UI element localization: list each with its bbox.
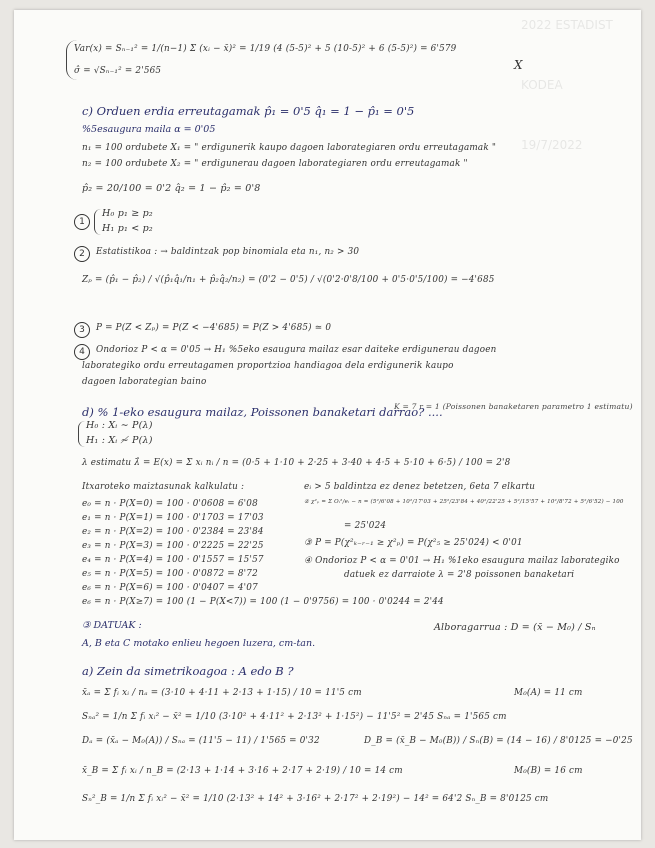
p-value-d: ③ P = P(χ²ₖ₋ᵣ₋₁ ≥ χ²ₚ) = P(χ²₅ ≥ 25'024) < 0'01 <box>304 538 523 548</box>
cross-mark: X <box>514 58 523 72</box>
step-2-mark: 2 <box>74 246 90 262</box>
expected-row: e₄ = n · P(X=4) = 100 · 0'1557 = 15'57 <box>82 555 264 565</box>
conclusion-line-3: dagoen laborategian baino <box>82 377 207 387</box>
zp-formula: Zₚ = (p̂₁ − p̂₂) / √(p̂₁q̂₁/n₁ + p̂₂q̂₂/n₂) = (0'2 − 0'5) / √(0'2·0'8/100 + 0'5·0'5/100) = −4'685 <box>82 275 495 285</box>
variance-a-line: Sₙₐ² = 1/n Σ fᵢ xᵢ² − x̄² = 1/10 (3·10² + 4·11² + 2·13² + 1·15²) − 11'5² = 2'45 Sₙₐ = 1'565 cm <box>82 712 507 722</box>
skew-a-line: Dₐ = (x̄ₐ − M₀(A)) / Sₙₐ = (11'5 − 11) / 1'565 = 0'32 <box>82 736 320 746</box>
variance-b-line: Sₙ²_B = 1/n Σ fᵢ xᵢ² − x̄² = 1/10 (2·13² + 14² + 3·16² + 2·17² + 2·19²) − 14² = 64'2 Sₙ_B = 8'0125 cm <box>82 794 549 804</box>
expected-row: e₀ = n · P(X=0) = 100 · 0'0608 = 6'08 <box>82 499 258 509</box>
lambda-line: λ estimatu λ̂ = E(x) = Σ xᵢ nᵢ / n = (0·5 + 1·10 + 2·25 + 3·40 + 4·5 + 5·10 + 6·5) / 100 = 2'8 <box>82 458 511 468</box>
conclusion-line-1: Ondorioz P < α = 0'05 → H₁ %5eko esaugura mailaz esar daiteke erdigunerau dagoen <box>96 345 497 355</box>
n2-line: n₂ = 100 ordubete X₂ = " erdigunerau dagoen laborategiaren ordu erreutagamak " <box>82 159 468 169</box>
section-c-title: c) Orduen erdia erreutagamak p̂₁ = 0'5 q̂₁ = 1 − p̂₁ = 0'5 <box>82 104 415 118</box>
n1-line: n₁ = 100 ordubete X₁ = " erdigunerik kaupo dagoen laborategiaren ordu erreutagamak " <box>82 143 497 153</box>
p2-line: p̂₂ = 20/100 = 0'2 q̂₂ = 1 − p̂₂ = 0'8 <box>82 183 261 194</box>
mean-a-line: x̄ₐ = Σ fᵢ xᵢ / nₐ = (3·10 + 4·11 + 2·13 + 1·15) / 10 = 11'5 cm <box>82 688 362 698</box>
pvalue-line: P = P(Z < Zₚ) = P(Z < −4'685) = P(Z > 4'685) ≃ 0 <box>96 323 332 333</box>
conclusion-line-2: laborategiko ordu erreutagamen proportzioa handiagoa dela erdigunerik kaupo <box>82 361 454 371</box>
h1-line: H₁ p₁ < p₂ <box>102 223 153 234</box>
expected-row: e₆ = n · P(X≥7) = 100 (1 − P(X<7)) = 100 (1 − 0'9756) = 100 · 0'0244 = 2'44 <box>82 597 444 607</box>
k-r-note: K = 7 r = 1 (Poissonen banaketaren parametro 1 estimatu) <box>394 402 633 411</box>
sigma-line: σ̂ = √Sₙ₋₁² = 2'565 <box>74 66 162 76</box>
h0-d-line: H₀ : Xᵢ ∼ P(λ) <box>86 420 153 431</box>
notebook-page <box>14 10 641 840</box>
section-a-title: a) Zein da simetrikoagoa : A edo B ? <box>82 664 294 678</box>
expected-row: e₃ = n · P(X=3) = 100 · 0'2225 = 22'25 <box>82 541 264 551</box>
datuak-title: ③ DATUAK : <box>82 620 142 631</box>
expected-row: e₆ = n · P(X=6) = 100 · 0'0407 = 4'07 <box>82 583 258 593</box>
step-3-mark: 3 <box>74 322 90 338</box>
h1-d-line: H₁ : Xᵢ ≁ P(λ) <box>86 435 153 446</box>
hypothesis-brace <box>94 209 101 235</box>
step-1-mark: 1 <box>74 214 90 230</box>
expected-row: e₁ = n · P(X=1) = 100 · 0'1703 = 17'03 <box>82 513 264 523</box>
expected-row: e₂ = n · P(X=2) = 100 · 0'2384 = 23'84 <box>82 527 264 537</box>
step-4-mark: 4 <box>74 344 90 360</box>
condition-line: eᵢ > 5 baldintza ez denez betetzen, 6eta 7 elkartu <box>304 482 536 492</box>
statistic-line: Estatistikoa : → baldintzak pop binomiala eta n₁, n₂ > 30 <box>96 247 360 257</box>
chi-square-value: = 25'024 <box>344 521 387 531</box>
conclusion-d-1: ④ Ondorioz P < α = 0'01 → H₁ %1eko esaugura mailaz laborategiko <box>304 556 620 566</box>
conclusion-d-2: datuek ez darraiote λ = 2'8 poissonen banaketari <box>344 570 575 580</box>
skew-b-line: D_B = (x̄_B − M₀(B)) / Sₙ(B) = (14 − 16) / 8'0125 = −0'25 <box>364 736 633 746</box>
mean-b-line: x̄_B = Σ fᵢ xᵢ / n_B = (2·13 + 1·14 + 3·16 + 2·17 + 2·19) / 10 = 14 cm <box>82 766 403 776</box>
expected-row: e₅ = n · P(X=5) = 100 · 0'0872 = 8'72 <box>82 569 258 579</box>
skew-formula: Alboragarrua : D = (x̄ − M₀) / Sₙ <box>434 622 596 633</box>
freq-title: Itxaroteko maiztasunak kalkulatu : <box>82 482 245 492</box>
variance-line: Var(x) = Sₙ₋₁² = 1/(n−1) Σ (xᵢ − x̄)² = 1/19 (4 (5-5)² + 5 (10-5)² + 6 (5-5)²) = 6'579 <box>74 44 457 54</box>
mode-b: M₀(B) = 16 cm <box>514 766 583 776</box>
datuak-line: A, B eta C motako enlieu hegoen luzera, cm-tan. <box>82 638 316 649</box>
bleed-through-text: 2022 ESTADIST KODEA 19/7/2022 <box>521 18 613 152</box>
hypothesis-brace-d <box>78 421 85 447</box>
alpha-line: %5esaugura maila α = 0'05 <box>82 124 216 135</box>
mode-a: M₀(A) = 11 cm <box>514 688 583 698</box>
chi-square-formula: ② χ²ₚ = Σ Oᵢ²/eᵢ − n = (5²/6'08 + 10²/17'03 + 25²/23'84 + 40²/22'25 + 5²/15'57 + 10²/8'72 + 5²/6'52) − 100 <box>304 499 624 505</box>
section-d-title: d) % 1-eko esaugura mailaz, Poissonen banaketari darrao? .... <box>82 405 443 419</box>
h0-line: H₀ p₁ ≥ p₂ <box>102 208 153 219</box>
